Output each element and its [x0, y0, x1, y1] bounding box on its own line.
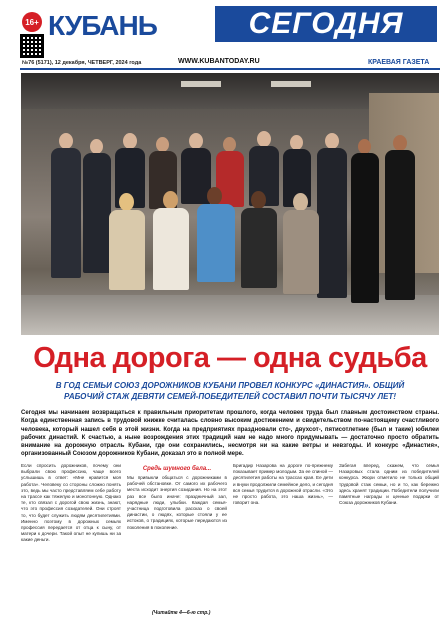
age-rating-badge: 16+ — [22, 12, 42, 32]
column-text: Мы привыкли общаться с дорожниками в рабочей обстановке. От самого их рабочего места исходит энергия созидания. Но на этот раз все было иначе: праздничный зал, нарядные люди, улыбки. Каждая семья-участница подготовила рассказ о своей династии, о людях, которые стояли у ее истоков, о традициях, которые передаются из поколения в поколение. — [127, 475, 227, 530]
issue-line: №76 (5171), 12 декабря, ЧЕТВЕРГ, 2024 года — [22, 60, 142, 66]
article-subhead: В ГОД СЕМЬИ СОЮЗ ДОРОЖНИКОВ КУБАНИ ПРОВЕЛ КОНКУРС «ДИНАСТИЯ». ОБЩИЙ РАБОЧИЙ СТАЖ ДЕВЯТИ СЕМЕЙ-ПОБЕДИТЕЛЕЙ СОСТАВИЛ ПОЧТИ ТЫСЯЧУ ЛЕТ! — [55, 381, 405, 401]
logo-segodnya: СЕГОДНЯ — [215, 6, 437, 42]
continue-note[interactable]: (Читайте 4—6-ю стр.) — [152, 610, 211, 616]
masthead — [0, 0, 446, 60]
masthead-divider — [20, 68, 440, 70]
website-link[interactable]: WWW.KUBANTODAY.RU — [178, 58, 260, 65]
article-headline: Одна дорога — одна судьба — [33, 342, 427, 374]
group-photo — [21, 73, 439, 335]
qr-code-icon — [20, 34, 44, 58]
column-text: Забегая вперед, скажем, что семья Назаровых стала одним из победителей конкурса. Жюри отметило не только общий трудовой стаж семьи, но и то, как бережно здесь хранят традиции. Победители получили памятные награды и ценные подарки от Союза дорожников Кубани. — [339, 463, 439, 506]
photo-light — [271, 81, 311, 87]
article-column-3 — [233, 463, 333, 618]
section-heading: Средь шумного бала... — [142, 466, 212, 472]
column-text: Бригадир Назарова на дороге по-прежнему показывает пример молодым. За ее спиной — десятилетия работы на трассах края. Ее дети и внуки продолжили семейное дело, и сегодня вся семья трудится в дорожной отрасли. «Это не просто работа, это наша жизнь», — говорит она. — [233, 463, 333, 506]
photo-light — [181, 81, 221, 87]
column-text: Если спросить дорожников, почему они выбрали свою профессию, чаще всего услышишь в ответ: «Мне нравится моя работа». Человеку со стороны сложно понять это, ведь мы часто представляем себе работу на трассе как тяжелую и монотонную. Однако те, кто связал с дорогой свою жизнь, знают, что это профессия созидателей. Они строят то, что будет служить людям десятилетиями. Именно поэтому в дорожных семьях профессия передается от отца к сыну, от матери к дочери. Такой опыт не купишь ни за какие деньги. — [21, 463, 121, 543]
article-columns — [21, 463, 439, 618]
region-label: КРАЕВАЯ ГАЗЕТА — [368, 59, 430, 66]
article-column-2 — [127, 463, 227, 618]
article-column-1 — [21, 463, 121, 618]
logo-kuban: КУБАНЬ — [48, 10, 157, 41]
article-column-4 — [339, 463, 439, 618]
article-lead: Сегодня мы начинаем возвращаться к правильным приоритетам прошлого, когда человек труда был главным достоинством страны. Когда единственная запись в трудовой книжке считалась словно высоким достижением и свидетельством по-настоящему счастливого человека, который нашел себя в этой жизни. Когда на предприятиях праздновали сто-, двухсот-, пятисотлетние (был и такие) юбилеи рабочих династий. К счастью, а ныне возрождения этих традиций нам не надо много придумывать — достаточно просто обратить внимание на дорожную отрасль Кубани, где они сохранились, несмотря ни на какие ветры и невзгоды. И конкурс «Династия», организованный Союзом дорожников Кубани, доказал это в полной мере. — [21, 410, 439, 458]
